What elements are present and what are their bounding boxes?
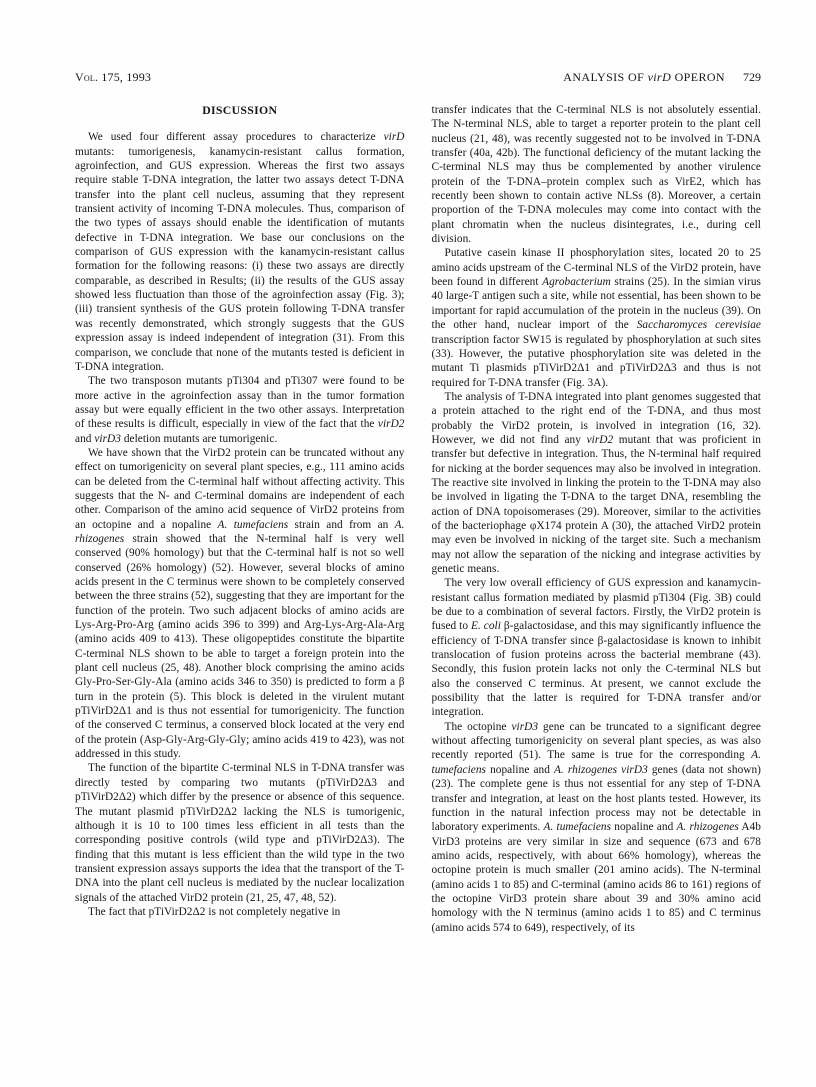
text-run: mutants: tumorigenesis, kanamycin-resistant callus formation, agroinfection, and GUS expression. Whereas the first two assays require stable T-DNA integration, the latter two assays detect T-DNA transfer into the plant cell nucleus, assuming that they represent transient activity of incoming T-DNA molecules. Thus, comparison of the two types of assays should enable the identification of mutants defective in T-DNA integration. We base our conclusions on the comparison of GUS expression with the kanamycin-resistant callus formation for the following reasons: (i) these two assays are directly comparable, as described in Results; (ii) the results of the GUS assay showed less fluctuation than those of the agroinfection assay (Fig. 3); (iii) transient synthesis of the GUS protein following T-DNA transfer was recently demonstrated, which strongly suggests that the GUS expression assay is indeed independent of integration (31). From this comparison, we conclude that none of the mutants tested is deficient in T-DNA integration. xyxy=(75,145,405,373)
paragraph xyxy=(432,103,762,246)
volume-label: Vol. 175, 1993 xyxy=(75,70,152,84)
paragraph xyxy=(432,576,762,719)
paragraph xyxy=(432,390,762,576)
text-run: The fact that pTiVirD2Δ2 is not completely negative in xyxy=(88,905,341,918)
text-run: We used four different assay procedures to characterize xyxy=(88,131,384,144)
text-run: Putative casein kinase II phosphorylation sites, located 20 to 25 amino acids upstream of the C-terminal NLS of the VirD2 protein, have been found in different xyxy=(431,247,761,289)
italic-text: virD xyxy=(383,131,405,144)
right-column xyxy=(432,103,762,935)
paragraph xyxy=(75,446,405,762)
text-run: The very low overall efficiency of GUS expression and kanamycin-resistant callus formation mediated by plasmid pTi304 (Fig. 3B) could be due to a combination of several factors. Firstly, the VirD2 protein is fused to xyxy=(431,577,761,633)
page-number: 729 xyxy=(743,70,761,84)
right-column-paragraphs xyxy=(432,103,762,935)
italic-text: A. tumefaciens xyxy=(543,821,612,834)
italic-text: A. tumefaciens xyxy=(217,518,289,531)
italic-text: virD xyxy=(647,70,672,84)
italic-text: virD3 xyxy=(511,720,539,733)
text-run: transfer indicates that the C-terminal NLS is not absolutely essential. The N-terminal NLS, able to target a reporter protein to the plant cell nucleus (21, 48), was recently suggested not to be involved in T-DNA transfer (40a, 42b). The functional deficiency of the mutant lacking the C-terminal NLS may thus be complemented by another virulence protein of the T-DNA–protein complex such as VirE2, which has recently been shown to contain active NLSs (8). Moreover, a certain proportion of the T-DNA molecules may come into contact with the plant chromatin when the nucleus disintegrates, i.e., during cell division. xyxy=(431,104,761,246)
text-run: nopaline and xyxy=(486,763,554,776)
text-run: The octopine xyxy=(444,720,512,733)
text-run: OPERON xyxy=(671,70,725,84)
two-column-body xyxy=(75,103,761,935)
italic-text: A. tumefaciens xyxy=(431,749,761,776)
text-run: and xyxy=(75,432,95,445)
paragraph xyxy=(432,720,762,935)
text-run: β-galactosidase, and this may significantly influence the efficiency of T-DNA transfer since β-galactosidase is known to inhibit translocation of fusion proteins across the bacterial membrane (43). Secondly, this fusion protein lacks not only the C-terminal NLS but also the conserved C terminus. At present, we cannot exclude the possibility that the latter is required for T-DNA transfer and/or integration. xyxy=(431,620,761,719)
text-run: nopaline and xyxy=(611,821,677,834)
text-run: transcription factor SW15 is regulated by phosphorylation at such sites (33). However, the putative phosphorylation site was deleted in the mutant Ti plasmids pTiVirD2Δ1 and pTiVirD2Δ3 and thus is not required for T-DNA transfer (Fig. 3A). xyxy=(431,333,761,389)
text-run: strain showed that the N-terminal half is very well conserved (90% homology) but that the C-terminal half is not so well conserved (26% homology) (52). However, several blocks of amino acids present in the C terminus were shown to be completely conserved between the three strains (52), suggesting that they are important for the function of the protein. Two such adjacent blocks of amino acids are Lys-Arg-Pro-Arg (amino acids 396 to 399) and Arg-Lys-Arg-Ala-Arg (amino acids 409 to 413). These oligopeptides constitute the bipartite C-terminal NLS shown to be able to target a foreign protein into the plant cell nucleus (25, 48). Another block comprising the amino acids Gly-Pro-Ser-Gly-Ala (amino acids 346 to 350) is predicted to form a β turn in the protein (5). This block is deleted in the virulent mutant pTiVirD2Δ1 and is thus not essential for tumorigenicity. The function of the conserved C terminus, a conserved block located at the very end of the protein (Asp-Gly-Arg-Gly-Gly; amino acids 419 to 423), was not addressed in this study. xyxy=(75,532,405,761)
italic-text: virD2 xyxy=(377,418,405,431)
running-head xyxy=(75,70,761,85)
italic-text: virD2 xyxy=(586,433,614,446)
paragraph xyxy=(432,246,762,389)
text-run: The analysis of T-DNA integrated into plant genomes suggested that a protein attached to the right end of the T-DNA, and thus most probably the VirD2 protein, is involved in integration (16, 32). However, we did not find any xyxy=(431,390,761,446)
text-run: We have shown that the VirD2 protein can be truncated without any effect on tumorigenicity on several plant species, e.g., 111 amino acids can be deleted from the C-terminal half without affecting activity. This suggests that the N- and C-terminal domains are independent of each other. Comparison of the amino acid sequence of VirD2 proteins from an octopine and a nopaline xyxy=(75,446,405,531)
discussion-heading: DISCUSSION xyxy=(202,103,278,117)
running-title xyxy=(563,70,725,85)
text-run: strain and from an xyxy=(288,518,395,531)
paragraph xyxy=(75,374,405,446)
italic-text: Agrobacterium xyxy=(542,276,611,289)
italic-text: E. coli xyxy=(471,620,501,633)
paragraph xyxy=(75,905,405,919)
text-run: ANALYSIS OF xyxy=(563,70,648,84)
left-column xyxy=(75,103,405,935)
text-run: deletion mutants are tumorigenic. xyxy=(120,432,278,445)
paragraph xyxy=(75,130,405,374)
italic-text: A. rhizogenes xyxy=(676,821,739,834)
italic-text: Saccharomyces cerevisiae xyxy=(636,319,761,332)
left-column-paragraphs xyxy=(75,130,405,919)
italic-text: A. rhizogenes virD3 xyxy=(553,763,648,776)
running-title-wrap xyxy=(563,70,761,85)
italic-text: virD3 xyxy=(94,432,121,445)
text-run: strains (25). In the simian virus 40 large-T antigen such a site, while not essential, has been shown to be important for rapid accumulation of the protein in the nucleus (39). On the other hand, nuclear import of the xyxy=(431,276,762,332)
text-run: The function of the bipartite C-terminal NLS in T-DNA transfer was directly tested by comparing two mutants (pTiVirD2Δ3 and pTiVirD2Δ2) which differ by the presence or absence of this sequence. The mutant plasmid pTiVirD2Δ2 lacking the NLS is tumorigenic, although it is 10 to 100 times less efficient in all tests than the corresponding positive controls (wild type and pTiVirD2Δ3). The finding that this mutant is less efficient than the wild type in the two transient expression assays supports the idea that the transport of the T-DNA into the plant cell nucleus is mediated by the nuclear localization signals of the attached VirD2 protein (21, 25, 47, 48, 52). xyxy=(75,762,405,904)
italic-text: A. rhizogenes xyxy=(75,518,405,545)
text-run: The two transposon mutants pTi304 and pTi307 were found to be more active in the agroinfection assay than in the tumor formation assay but were equally efficient in the two other assays. Interpretation of these results is difficult, especially in view of the fact that the xyxy=(75,375,405,431)
text-run: A4b VirD3 proteins are very similar in size and sequence (673 and 678 amino acids, respectively, with about 66% homology), whereas the octopine protein is much smaller (201 amino acids). The N-terminal (amino acids 1 to 85) and C-terminal (amino acids 86 to 161) regions of the octopine VirD3 protein share about 39 and 30% amino acid homology with the N terminus (amino acids 1 to 85) and C terminus (amino acids 574 to 649), respectively, of its xyxy=(431,821,761,934)
text-run: gene can be truncated to a significant degree without affecting tumorigenicity on several plant species, as was also recently reported (51). The same is true for the corresponding xyxy=(431,720,761,762)
paragraph xyxy=(75,761,405,904)
text-run: mutant that was proficient in transfer but defective in integration. Thus, the N-terminal half required for nicking at the border sequences may also be involved in integration. The reactive site involved in linking the protein to the T-DNA may also be involved in ligating the T-DNA to the target DNA, resembling the action of DNA topoisomerases (29). Moreover, similar to the activities of the bacteriophage φX174 protein A (30), the attached VirD2 protein may even be involved in nicking of the target site. Such a mechanism may not allow the separation of the nicking and integrase activities by genetic means. xyxy=(431,433,761,575)
text-run: genes (data not shown) (23). The complete gene is thus not essential for any step of T-DNA transfer and integration, at least on the host plants tested. However, its function in the natural infection process may not be detectable in laboratory experiments. xyxy=(431,763,761,834)
